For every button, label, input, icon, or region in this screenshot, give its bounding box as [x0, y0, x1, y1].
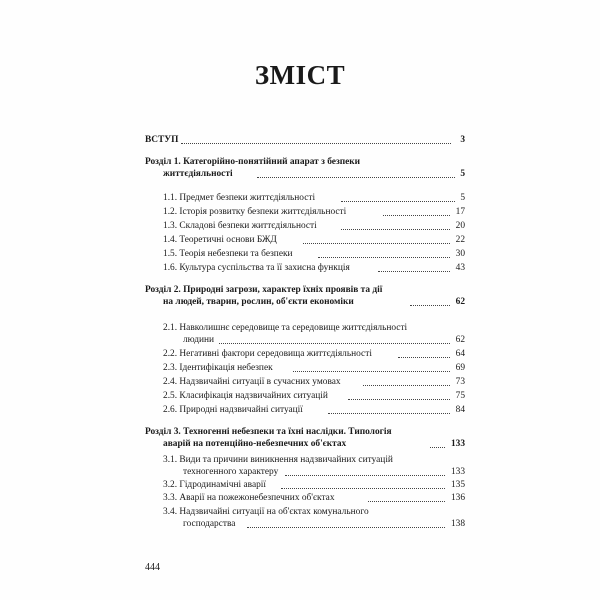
toc-entry-title: Розділ 2. Природні загрози, характер їхніх проявів та дії: [145, 285, 383, 295]
dot-leader: [430, 447, 445, 448]
toc-entry-continuation: [163, 518, 465, 530]
toc-entry-title: ВСТУП: [145, 135, 179, 145]
toc-entry: [163, 248, 465, 260]
page-number-footer: 444: [145, 562, 160, 573]
toc-entry-title: 1.6. Культура суспільства та її захисна функція: [163, 263, 350, 273]
dot-leader: [328, 413, 450, 414]
toc-entry-title-line2: людини: [183, 335, 215, 345]
toc-entry-title: 2.3. Ідентифікація небезпек: [163, 363, 273, 373]
toc-entry-title: 1.2. Історія розвитку безпеки життєдіяльності: [163, 207, 347, 217]
toc-entry: [163, 492, 465, 504]
toc-page-number: 84: [455, 405, 465, 415]
toc-page-number: 136: [450, 493, 465, 503]
toc-page-number: 64: [455, 349, 465, 359]
toc-entry-title: 2.1. Навколишнє середовище та середовище життєдіяльності: [163, 323, 408, 333]
toc-page-number: 75: [455, 391, 465, 401]
dot-leader: [181, 143, 451, 144]
dot-leader: [219, 343, 450, 344]
toc-entry: [163, 234, 465, 246]
toc-page-number: 69: [455, 363, 465, 373]
toc-page-number: 17: [455, 207, 465, 217]
toc-page-number: 62: [455, 335, 465, 345]
toc-page-number: 133: [450, 467, 465, 477]
dot-leader: [285, 475, 445, 476]
toc-page-number: 138: [450, 519, 465, 529]
dot-leader: [341, 229, 450, 230]
dot-leader: [363, 385, 450, 386]
dot-leader: [293, 371, 450, 372]
toc-entry-title-line2: аварій на потенційно-небезпечних об'єктах: [163, 439, 347, 449]
dot-leader: [318, 257, 450, 258]
toc-entry-title: 1.1. Предмет безпеки життєдіяльності: [163, 193, 316, 203]
toc-entry-continuation: [145, 296, 465, 308]
toc-page-number: 43: [455, 263, 465, 273]
toc-entry-continuation: [145, 438, 465, 450]
toc-entry-title: 3.3. Аварії на пожежонебезпечних об'єктах: [163, 493, 335, 503]
toc-entry-title: 1.5. Теорія небезпеки та безпеки: [163, 249, 293, 259]
toc-entry: [145, 134, 465, 146]
toc-page-number: 30: [455, 249, 465, 259]
toc-entry: [163, 404, 465, 416]
toc-page-number: 73: [455, 377, 465, 387]
toc-page-number: 5: [460, 169, 465, 179]
toc-entry-continuation: [163, 466, 465, 478]
toc-entry-title-line2: життєдіяльності: [163, 169, 233, 179]
toc-page-number: 135: [450, 480, 465, 490]
dot-leader: [398, 357, 450, 358]
dot-leader: [303, 243, 450, 244]
toc-entry-title: Розділ 3. Техногенні небезпеки та їхні наслідки. Типологія: [145, 427, 392, 437]
toc-entry-title: 3.2. Гідродинамічні аварії: [163, 480, 267, 490]
toc-entry-title-line2: господарства: [183, 519, 236, 529]
toc-entry: [145, 156, 465, 168]
toc-entry-title-line2: на людей, тварин, рослин, об'єкти економіки: [163, 297, 354, 307]
dot-leader: [247, 527, 445, 528]
dot-leader: [368, 501, 445, 502]
toc-page-number: 22: [455, 235, 465, 245]
toc-entry-title: 2.2. Негативні фактори середовища життєдіяльності: [163, 349, 372, 359]
toc-entry: [163, 206, 465, 218]
toc-entry: [163, 454, 465, 466]
toc-entry: [163, 262, 465, 274]
dot-leader: [410, 305, 450, 306]
dot-leader: [341, 201, 455, 202]
toc-entry-title: 1.4. Теоретичні основи БЖД: [163, 235, 277, 245]
toc-entry-title: 2.6. Природні надзвичайні ситуації: [163, 405, 303, 415]
dot-leader: [378, 271, 450, 272]
toc-entry: [163, 348, 465, 360]
toc-entry-continuation: [163, 334, 465, 346]
toc-entry: [163, 376, 465, 388]
toc-entry-title: 2.4. Надзвичайні ситуації в сучасних умовах: [163, 377, 341, 387]
dot-leader: [383, 215, 450, 216]
page-title: ЗМІСТ: [254, 60, 346, 90]
toc-entry: [145, 284, 465, 296]
toc-entry: [163, 362, 465, 374]
toc-entry-title: 2.5. Класифікація надзвичайних ситуацій: [163, 391, 328, 401]
dot-leader: [348, 399, 450, 400]
toc-entry-continuation: [145, 168, 465, 180]
toc-page-number: 62: [455, 297, 465, 307]
toc-page-number: 20: [455, 221, 465, 231]
toc-entry-title: 1.3. Складові безпеки життєдіяльності: [163, 221, 317, 231]
toc-entry: [163, 322, 465, 334]
toc-entry: [163, 506, 465, 518]
dot-leader: [281, 488, 445, 489]
toc-page-number: 3: [460, 135, 465, 145]
dot-leader: [257, 177, 455, 178]
toc-entry: [163, 390, 465, 402]
toc-entry: [163, 479, 465, 491]
toc-entry-title: 3.1. Види та причини виникнення надзвичайних ситуацій: [163, 455, 393, 465]
toc-page-number: 5: [460, 193, 465, 203]
toc-entry-title: 3.4. Надзвичайні ситуації на об'єктах комунального: [163, 507, 369, 517]
toc-entry: [163, 220, 465, 232]
toc-entry: [145, 426, 465, 438]
toc-entry-title-line2: техногенного характеру: [183, 467, 279, 477]
toc-entry-title: Розділ 1. Категорійно-понятійний апарат з безпеки: [145, 157, 361, 167]
toc-entry: [163, 192, 465, 204]
toc-page-number: 133: [450, 439, 465, 449]
